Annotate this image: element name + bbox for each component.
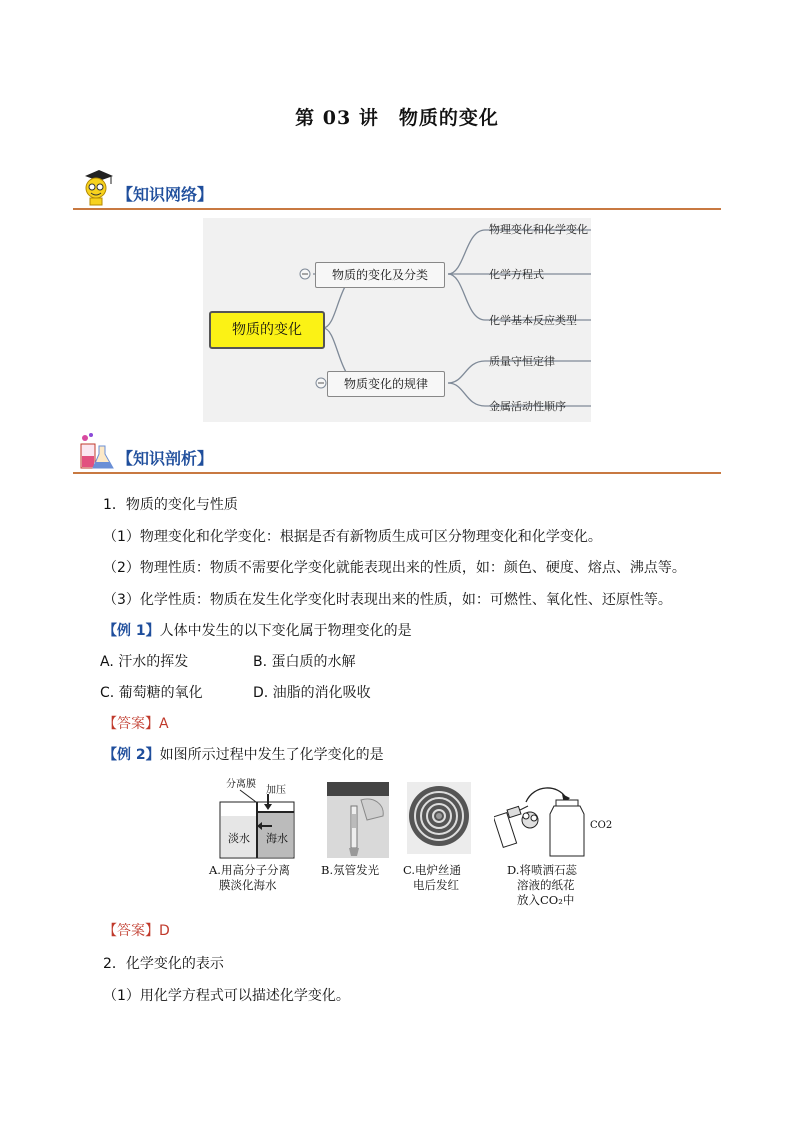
mind-map-leaf: 金属活动性顺序 [489,400,566,413]
caption-line: C.电炉丝通 [403,863,462,877]
answer-value: A [159,716,169,732]
example-1-question [103,620,412,640]
example-tag: 【例 1】 [103,623,160,639]
caption-a [209,863,290,893]
mind-map [203,218,591,422]
point-item: （3）化学性质：物质在发生化学变化时表现出来的性质，如：可燃性、氧化性、还原性等。 [103,592,672,608]
option-d: D. 油脂的消化吸收 [253,685,371,701]
seawater-label: 海水 [266,832,288,845]
example-2-question [103,744,384,764]
figure-c-stove-coil [407,780,471,854]
option-c: C. 葡萄糖的氧化 [100,685,203,701]
figure-a-desalination [218,780,314,860]
membrane-label: 分离膜 [226,779,256,790]
mind-map-leaf: 化学方程式 [489,268,544,281]
mind-map-leaf: 质量守恒定律 [489,355,555,368]
mind-map-branch-classification: 物质的变化及分类 [315,262,445,288]
mind-map-branch-rules: 物质变化的规律 [327,371,445,397]
pressure-label: 加压 [266,785,286,796]
stove-coil-photo [407,780,471,854]
example-1-answer [103,713,169,733]
neon-tube-photo [327,780,389,858]
caption-d [507,863,577,908]
mind-map-root: 物质的变化 [209,311,325,349]
point-heading: 1．物质的变化与性质 [103,497,238,513]
figure-d-litmus-flower [494,780,616,858]
point-heading: 2．化学变化的表示 [103,956,224,972]
answer-tag: 【答案】 [103,923,159,939]
point-item: （1）物理变化和化学变化：根据是否有新物质生成可区分物理变化和化学变化。 [103,529,602,545]
mind-map-leaf: 化学基本反应类型 [489,314,577,327]
answer-tag: 【答案】 [103,716,159,732]
section-header-knowledge-analysis [73,436,721,474]
fresh-water-label: 淡水 [228,832,250,845]
caption-line: D.将喷洒石蕊 [507,863,577,877]
point-item: （2）物理性质：物质不需要化学变化就能表现出来的性质，如：颜色、硬度、熔点、沸点等。 [103,560,686,576]
section-label: 【知识网络】 [117,185,214,204]
graduate-mascot-icon [77,168,117,208]
example-2-answer [103,920,170,940]
point-item: （1）用化学方程式可以描述化学变化。 [103,988,350,1004]
caption-line: A.用高分子分离 [209,863,290,877]
section-label: 【知识剖析】 [117,449,214,468]
co2-label: CO2 [590,820,613,831]
caption-c [403,863,461,893]
caption-line: 放入CO₂中 [517,893,575,907]
caption-line: B.氖管发光 [321,863,380,877]
caption-line: 膜淡化海水 [219,878,277,892]
option-b: B. 蛋白质的水解 [253,654,356,670]
answer-value: D [159,923,170,939]
question-text: 人体中发生的以下变化属于物理变化的是 [159,623,412,639]
flask-icon [77,432,117,472]
page-title: 第 03 讲 物质的变化 [295,107,499,129]
caption-line: 电后发红 [413,878,459,892]
mind-map-leaf: 物理变化和化学变化 [489,223,588,236]
question-text: 如图所示过程中发生了化学变化的是 [159,747,384,763]
caption-b [321,863,379,878]
option-a: A. 汗水的挥发 [100,654,189,670]
example-tag: 【例 2】 [103,747,160,763]
section-header-knowledge-network [73,172,721,210]
figure-b-neon-tube [327,780,389,858]
caption-line: 溶液的纸花 [517,878,575,892]
